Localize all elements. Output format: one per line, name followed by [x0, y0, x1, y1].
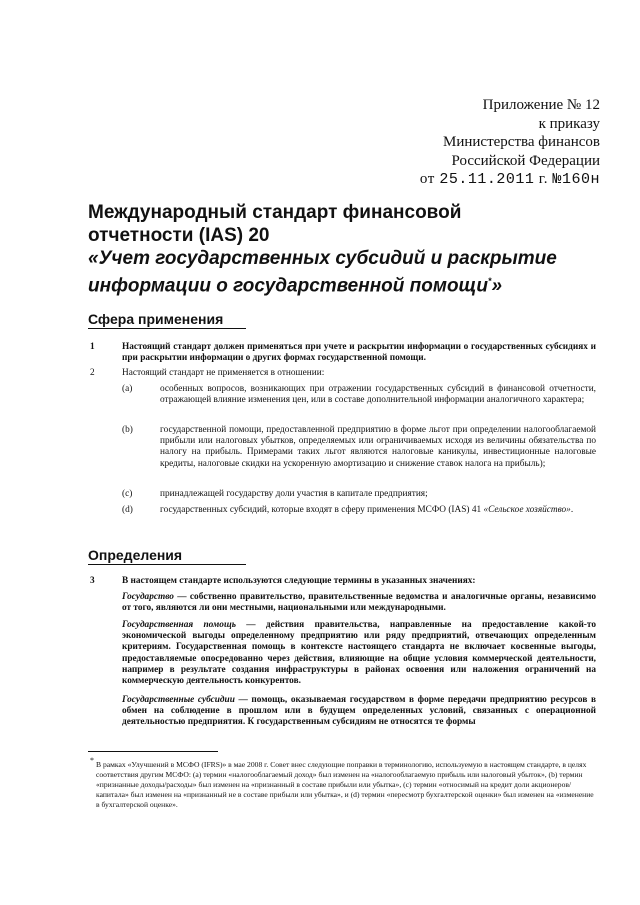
definition-state-term: Государство: [122, 592, 174, 602]
title-line-1: Международный стандарт финансовой: [88, 202, 462, 223]
order-date: 25.11.2011: [439, 171, 535, 188]
order-prefix: от: [419, 171, 435, 187]
para-1-text: Настоящий стандарт должен применяться при учете и раскрытии информации о государственных субсидиях и при раскрытии информации о других формах государственной помощи.: [122, 342, 596, 364]
footnote-text: В рамках «Улучшений в МСФО (IFRS)» в мае 2008 г. Совет внес следующие поправки в терминологию, используемую в настоящем стандарте, в целях соответствия другим МСФО: (a) термин «налогооблагаемый доход» был изменен на «налогооблагаемую прибыль или налоговый убыток», (b) термин «признанные доходы/расходы» был изменен на «признанный в составе прибыли или убытка», (c) термин «относимый на кредит доли акционеров/капитала» был изменен на «признанный не в составе прибыли или убытка», и (d) термин «пересмотр бухгалтерской оценки» был изменен на «изменение в бухгалтерской оценке».: [96, 760, 594, 809]
para-2-number: 2: [90, 368, 95, 378]
item-d-text: [160, 505, 596, 516]
item-b-text: государственной помощи, предоставленной предприятию в форме льгот при определении налогооблагаемой прибыли или налоговых убытков, определяемых или ограничиваемых исходя из величины обязательства по налогу на прибыль. Примерами таких льгот являются налоговые каникулы, инвестиционные налоговые кредиты, налоговые скидки на ускоренную амортизацию и снижение ставок налога на прибыль);: [160, 425, 596, 469]
title-line-4-text: информации о государственной помощи: [88, 275, 488, 297]
item-d-label: (d): [122, 505, 133, 515]
definition-state: [122, 592, 596, 614]
item-a-label: (a): [122, 384, 133, 394]
appendix-header: [420, 96, 600, 190]
definition-gov-assistance: [122, 620, 596, 687]
definition-gov-assistance-term: Государственная помощь: [122, 620, 236, 630]
title-line-4-end: »: [491, 275, 503, 297]
appendix-number: Приложение № 12: [482, 97, 600, 113]
title-line-2: отчетности (IAS) 20: [88, 225, 270, 246]
item-a-text: особенных вопросов, возникающих при отражении государственных субсидий в финансовой отчетности, отражающей влияние изменения цен, или в составе дополнительной информации аналогичного характера;: [160, 384, 596, 406]
title-line-3: «Учет государственных субсидий и раскрытие: [88, 248, 557, 269]
order-date-line: [420, 170, 600, 190]
definitions-heading: Определения: [88, 546, 246, 565]
item-c-text: принадлежащей государству доли участия в капитале предприятия;: [160, 489, 428, 499]
title-footnote-mark: *: [487, 276, 492, 286]
title-line-4: [88, 270, 608, 297]
footnote-divider: [88, 751, 218, 752]
definition-state-text: — собственно правительство, правительственные ведомства и аналогичные органы, независимо от того, являются ли они местными, национальными или международными.: [122, 592, 596, 614]
appendix-order-ref: к приказу: [538, 115, 600, 132]
scope-heading: Сфера применения: [88, 310, 246, 329]
para-1-number: 1: [90, 342, 95, 352]
para-3-number: 3: [90, 576, 95, 586]
definition-gov-grants: [122, 695, 596, 729]
para-2-text: Настоящий стандарт не применяется в отношении:: [122, 368, 325, 378]
item-c-label: (c): [122, 489, 133, 499]
item-b-label: (b): [122, 425, 133, 435]
definition-gov-grants-text: — помощь, оказываемая государством в форме передачи предприятию ресурсов в обмен на соблюдение в прошлом или в будущем определенных условий, связанных с операционной деятельностью предприятия. К государственным субсидиям не относятся те формы: [122, 695, 596, 728]
order-number: №160н: [552, 171, 600, 188]
appendix-country: Российской Федерации: [451, 152, 600, 169]
item-d-text-c: .: [570, 505, 574, 515]
footnote-mark: *: [90, 756, 94, 765]
definition-gov-grants-term: Государственные субсидии: [122, 695, 235, 705]
appendix-ministry: Министерства финансов: [443, 134, 600, 150]
item-d-text-b: «Сельское хозяйство»: [483, 505, 571, 515]
definition-gov-assistance-text: — действия правительства, направленные на предоставление какой-то экономической выгоды определенному предприятию или ряду предприятий, отвечающих определенным критериям. Государственная помощь в контексте настоящего стандарта не включает косвенные выгоды, предоставляемые опосредованно через действия, влияющие на общие условия коммерческой деятельности, например в результате создания инфраструктуры в районах освоения или наложения ограничений на коммерческую деятельность конкурентов.: [122, 620, 596, 687]
definitions-intro: В настоящем стандарте используются следующие термины в указанных значениях:: [122, 576, 476, 586]
item-d-text-a: государственных субсидий, которые входят в сферу применения МСФО (IAS) 41: [160, 505, 484, 515]
document-title: [88, 201, 608, 297]
order-year-suffix: г.: [538, 171, 549, 187]
